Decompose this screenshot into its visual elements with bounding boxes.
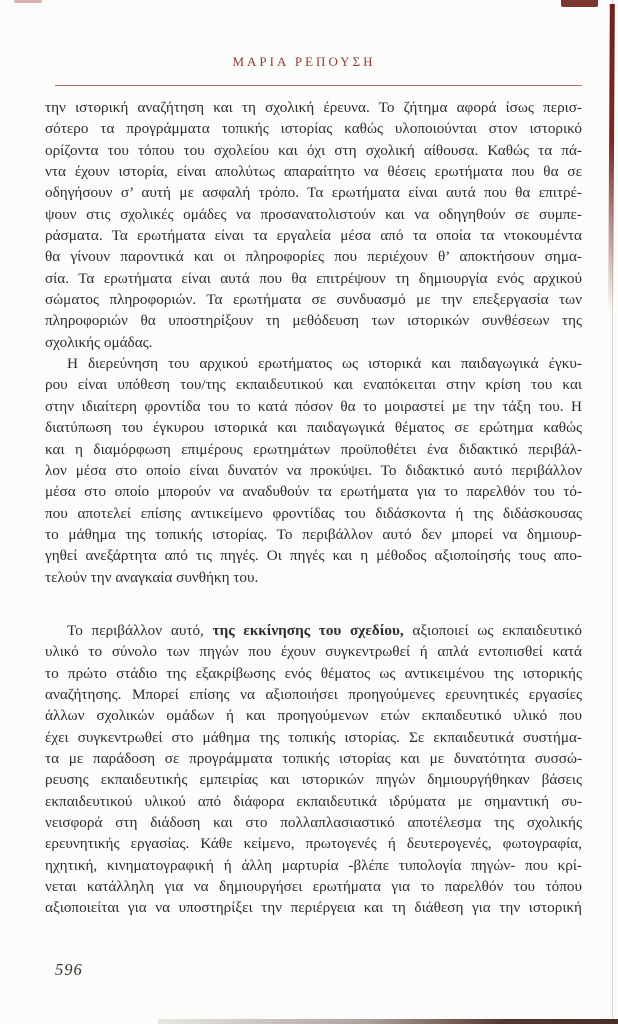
text-line: νεισφορά στη διάδοση και στο πολλαπλασιαστικό αποτέλεσμα της σχολικής xyxy=(45,814,582,831)
text-line: και η διαμόρφωση επιμέρους ερωτημάτων προϋποθέτει ένα διδακτικό περιβάλ- xyxy=(45,440,582,458)
text-line: άλλων σχολικών ομάδων ή και προηγούμενων ετών εκπαιδευτικό υλικό που xyxy=(45,707,582,725)
text-line: ορίζοντα του τόπου του σχολείου και όχι στη σχολική αίθουσα. Καθώς τα πά- xyxy=(45,141,582,159)
text-line: την ιστορική αναζήτηση και τη σχολική έρευνα. Το ζήτημα αφορά ίσως περισ- xyxy=(45,99,582,116)
text-line: ρευσης εκπαιδευτικής εμπειρίας και ιστορικών πηγών δημιουργήθηκαν βάσεις xyxy=(45,771,582,789)
text-line: το πρώτο στάδιο της εξακρίβωσης ενός θέματος ως αντικειμένου της ιστορικής xyxy=(45,664,582,682)
text-line: σία. Τα ερωτήματα είναι αυτά που θα επιτρέψουν τη δημιουργία ενός αρχικού xyxy=(45,269,582,287)
text-line: έχει συγκεντρωθεί στο μάθημα της τοπικής ιστορίας. Σε εκπαιδευτικά συστήμα- xyxy=(45,728,582,746)
text-line: γηθεί ανεξάρτητα από τις πηγές. Οι πηγές και η μέθοδος αξιοποίησής τους απο- xyxy=(45,547,582,565)
scan-edge-top-right xyxy=(561,0,598,7)
text-line: πληροφοριών θα υποστηρίξουν τη μεθόδευση των ιστορικών συνθέσεων της xyxy=(45,312,582,330)
text-line: σώματος πληροφοριών. Τα ερωτήματα σε συνδυασμό με την επεξεργασία των xyxy=(45,291,582,309)
text-line: το μάθημα της τοπικής ιστορίας. Το περιβάλλον αυτό δεν μπορεί να δημιουρ- xyxy=(45,525,582,543)
text-line: ρου είναι υπόθεση του/της εκπαιδευτικού και εναπόκειται στην κρίση του και xyxy=(45,376,582,394)
text-line: ηχητική, κινηματογραφική ή άλλη μαρτυρία -βλέπε τυπολογία πηγών- που κρί- xyxy=(45,856,582,874)
text-line: αναζήτησης. Μπορεί επίσης να αξιοποιήσει προηγούμενες ερευνητικές εργασίες xyxy=(45,685,582,703)
text-line: νεται κατάλληλη για να δημιουργήσει ερωτήματα για το παρελθόν του τόπου xyxy=(45,878,582,896)
text-line: σχολικής ομάδας. xyxy=(45,333,153,351)
text-line: στην ιδιαίτερη φροντίδα του το κατά πόσον θα το μοιραστεί με την τάξη του. Η xyxy=(45,397,582,415)
text-line: που αποτελεί επίσης αντικείμενο φροντίδας του διδάσκοντα ή της διδάσκουσας xyxy=(45,504,582,522)
text-segment: αξιοποιεί ως εκπαιδευτικό xyxy=(403,621,582,639)
text-line: Η διερεύνηση του αρχικού ερωτήματος ως ιστορικά και παιδαγωγικά έγκυ- xyxy=(67,355,582,373)
scan-edge-right-strip xyxy=(608,4,615,314)
paragraph xyxy=(45,620,582,919)
text-line: θα γίνουν παροντικά και οι πληροφορίες που περιέχουν θ’ αποκτήσουν σημα- xyxy=(45,248,582,266)
text-line: ντα έχουν ιστορία, είναι απολύτως απαραίτητο να θέσεις ερωτήματα που θα σε xyxy=(45,163,582,181)
text-line: εκπαιδευτικού υλικού από διάφορα εκπαιδευτικά ιδρύματα με σημαντική συ- xyxy=(45,792,582,810)
scan-edge-top-left xyxy=(14,0,42,3)
text-line: μέσα στο οποίο μπορούν να αναδυθούν τα ερωτήματα για το παρελθόν του τό- xyxy=(45,483,582,501)
paragraph xyxy=(45,353,582,588)
bold-phrase: της εκκίνησης του σχεδίου, xyxy=(212,621,404,639)
header-rule xyxy=(55,85,582,86)
text-segment: Το περιβάλλον αυτό, xyxy=(67,621,213,639)
text-line: ερευνητικής εργασίας. Κάθε κείμενο, πρωτογενές ή δευτερογενές, φωτογραφία, xyxy=(45,835,582,853)
scan-page-edge-line xyxy=(612,0,613,1024)
text-line: υλικό το σύνολο των πηγών που έχουν συγκεντρωθεί ή απλά εντοπισθεί κατά xyxy=(45,643,582,661)
text-line: λον μέσα στο οποίο είναι δυνατόν να προκύψει. Το διδακτικό αυτό περιβάλλον xyxy=(45,461,582,479)
text-line: σότερο τα προγράμματα τοπικής ιστορίας καθώς υλοποιούνται στον ιστορικό xyxy=(45,120,582,138)
body-text xyxy=(45,97,582,919)
page-number: 596 xyxy=(55,960,83,979)
paragraph xyxy=(45,97,582,353)
text-line: διατύπωση του έγκυρου ιστορικά και παιδαγωγικά θέματος σε ερώτημα καθώς xyxy=(45,419,582,437)
scan-edge-bottom-strip xyxy=(158,1019,618,1024)
text-line: ψουν στις σχολικές ομάδες να προσανατολιστούν και να οδηγηθούν σε συμπε- xyxy=(45,205,582,223)
text-line: οδηγήσουν σ’ αυτή με ασφαλή τρόπο. Τα ερωτήματα είναι αυτά που θα επιτρέ- xyxy=(45,184,582,202)
running-header-author: ΜΑΡΙΑ ΡΕΠΟΥΣΗ xyxy=(232,54,376,69)
text-line: ράσματα. Τα ερωτήματα είναι τα εργαλεία μέσα από τα οποία τα ντοκουμέντα xyxy=(45,227,582,245)
text-line: αξιοποιείται για να υποστηρίξει την περιέργεια και τη διάθεση για την ιστορική xyxy=(45,899,582,917)
text-line: τα με παράδοση σε προγράμματα τοπικής ιστορίας και με δυνατότητα συσσώ- xyxy=(45,749,582,767)
text-line xyxy=(45,620,582,641)
text-line: τελούν την αναγκαία συνθήκη του. xyxy=(45,568,259,586)
